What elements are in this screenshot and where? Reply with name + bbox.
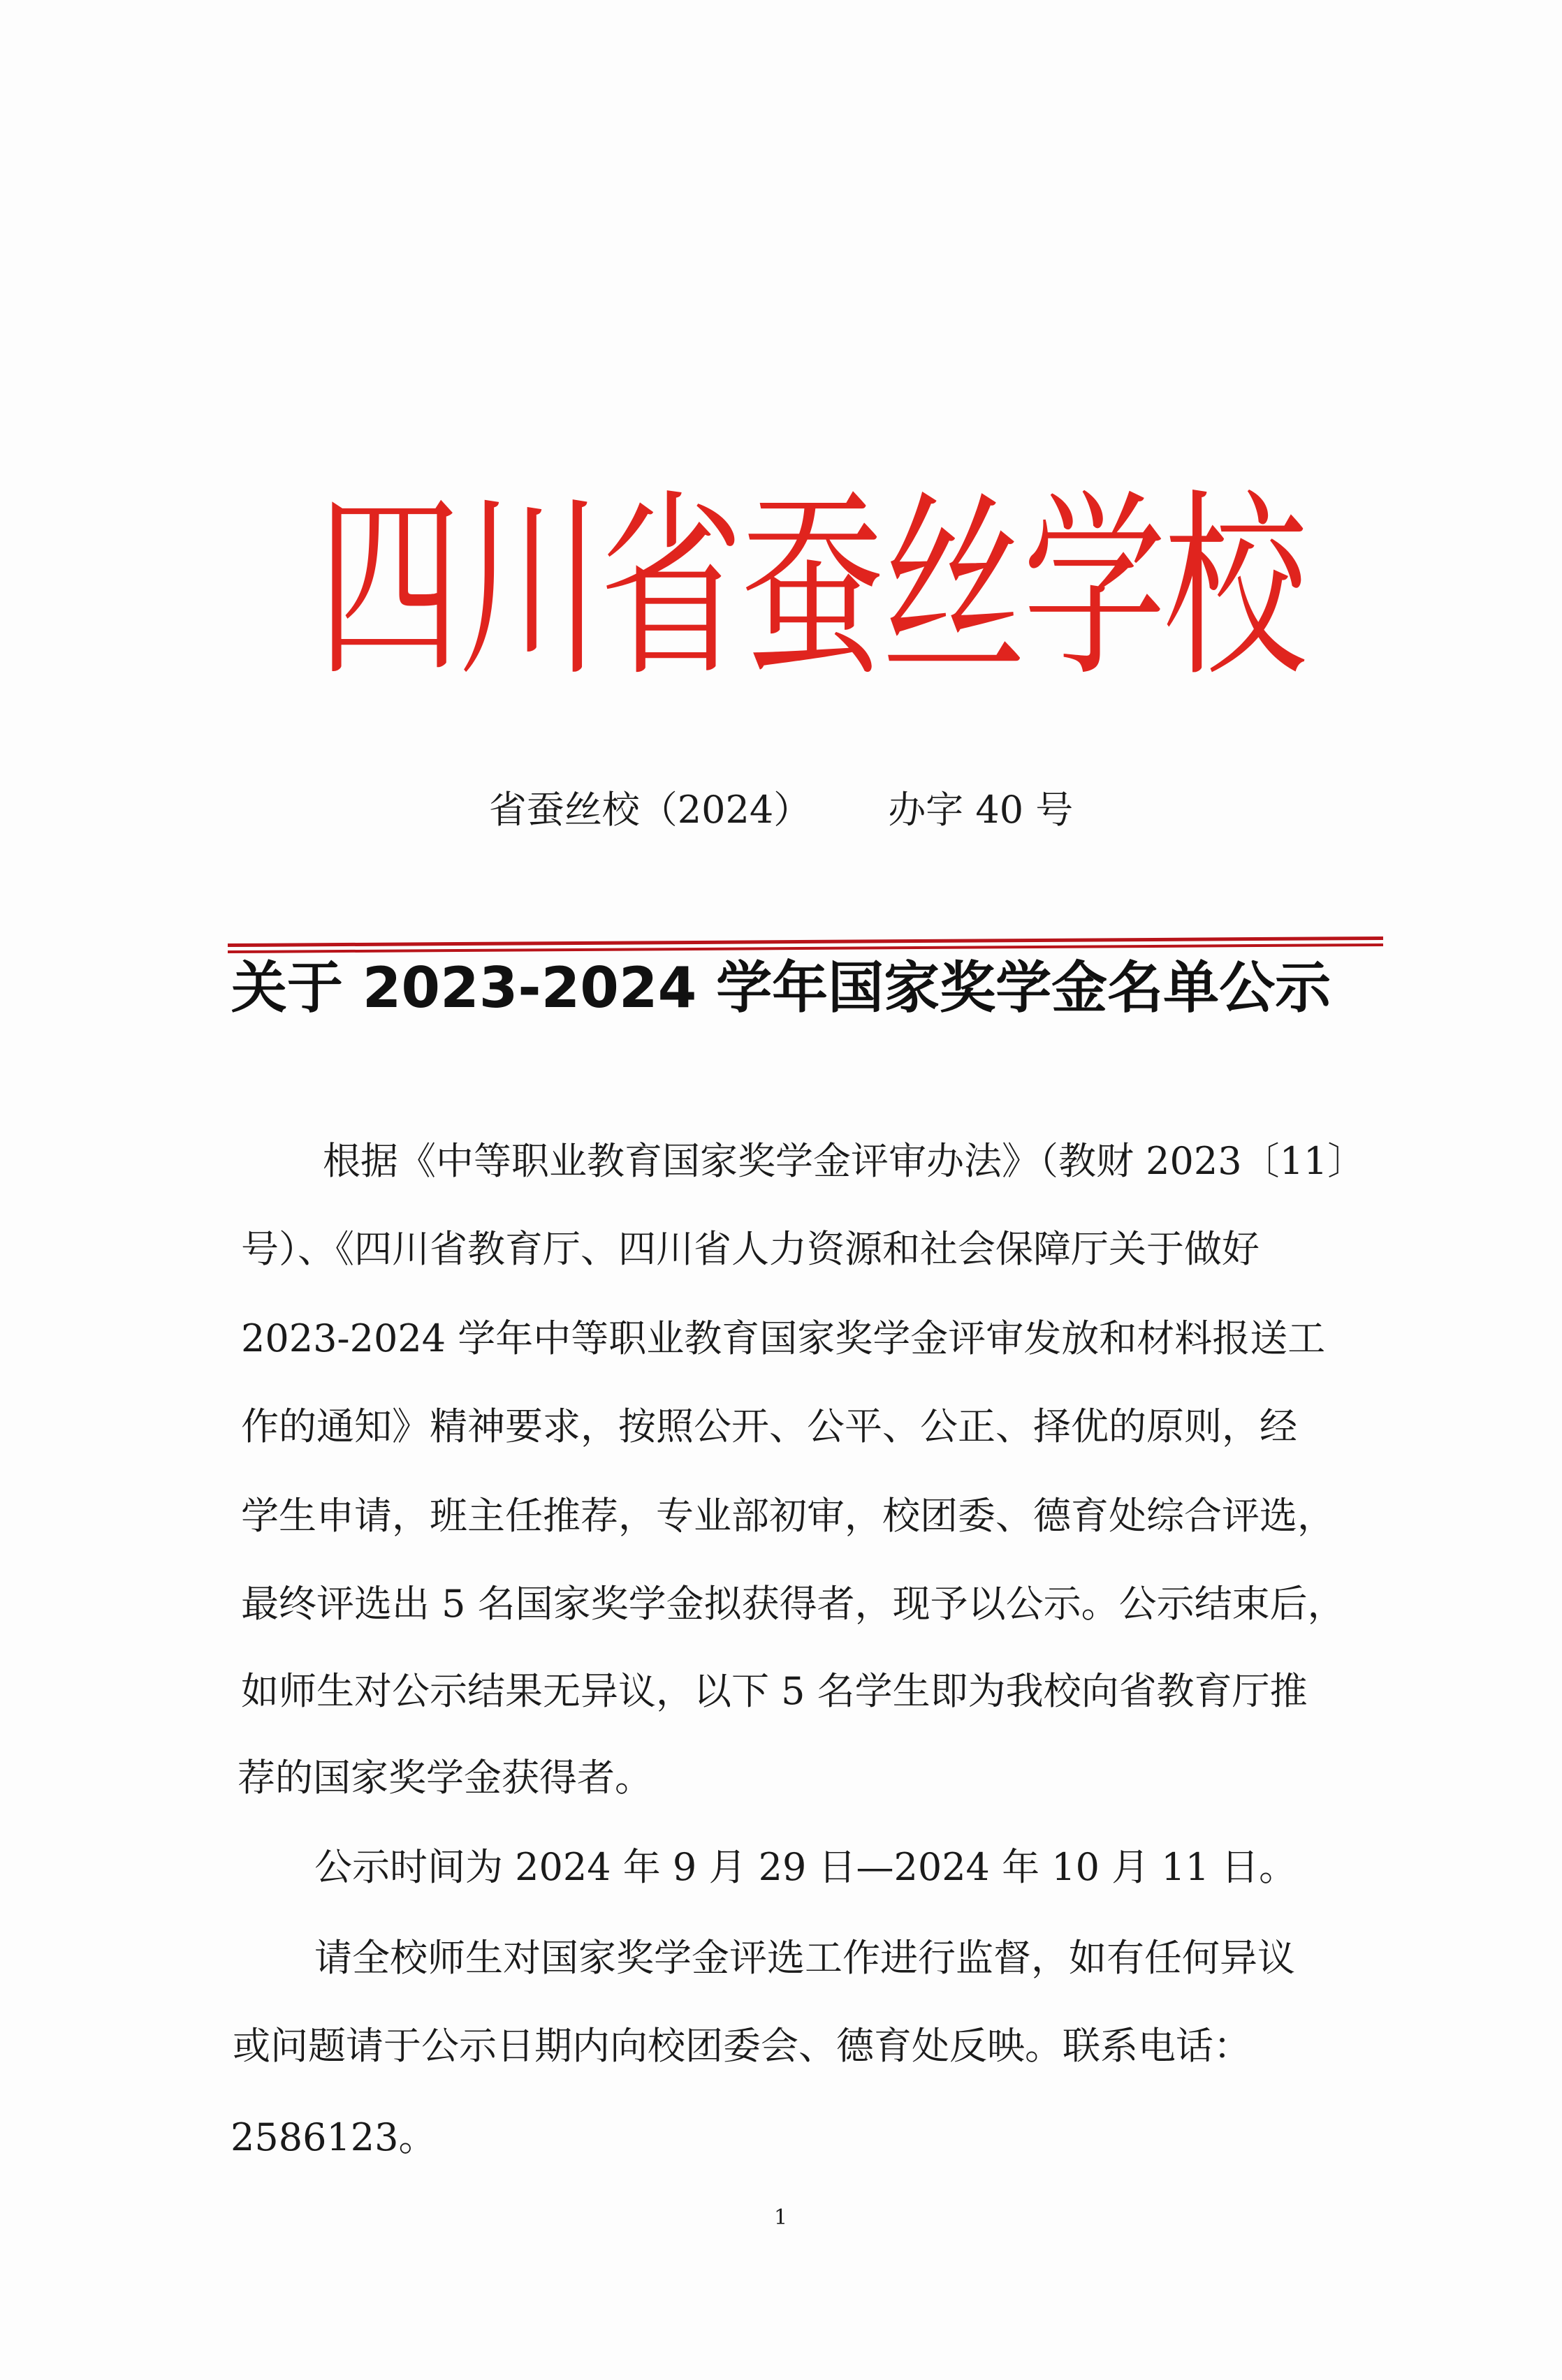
body-line: 荐的国家奖学金获得者。 bbox=[238, 1756, 652, 1800]
body-line: 如师生对公示结果无异议，以下 5 名学生即为我校向省教育厅推 bbox=[241, 1669, 1308, 1713]
body-line: 公示时间为 2024 年 9 月 29 日—2024 年 10 月 11 日。 bbox=[314, 1845, 1297, 1889]
body-line: 最终评选出 5 名国家奖学金拟获得者，现予以公示。公示结束后， bbox=[241, 1582, 1345, 1626]
body-line: 或问题请于公示日期内向校团委会、德育处反映。联系电话： bbox=[233, 2024, 1251, 2068]
page-number: 1 bbox=[774, 2205, 788, 2230]
body-line: 学生申请，班主任推荐，专业部初审，校团委、德育处综合评选， bbox=[241, 1494, 1335, 1538]
doc-number-suffix: 办字 40 号 bbox=[888, 788, 1074, 832]
document-number bbox=[0, 784, 1562, 837]
body-line: 号）、《四川省教育厅、四川省人力资源和社会保障厅关于做好 bbox=[241, 1227, 1260, 1271]
body-line: 2586123。 bbox=[231, 2115, 437, 2159]
body-line: 请全校师生对国家奖学金评选工作进行监督，如有任何异议 bbox=[314, 1936, 1295, 1980]
body-line: 根据《中等职业教育国家奖学金评审办法》（教财 2023〔11〕 bbox=[323, 1139, 1366, 1183]
body-line: 2023-2024 学年中等职业教育国家奖学金评审发放和材料报送工 bbox=[241, 1316, 1326, 1360]
organization-red-header: 四川省蚕丝学校 bbox=[317, 472, 1305, 704]
body-line: 作的通知》精神要求，按照公开、公平、公正、择优的原则，经 bbox=[241, 1404, 1297, 1448]
doc-number-prefix: 省蚕丝校（2024） bbox=[488, 788, 812, 832]
document-title: 关于 2023-2024 学年国家奖学金名单公示 bbox=[231, 955, 1331, 1020]
